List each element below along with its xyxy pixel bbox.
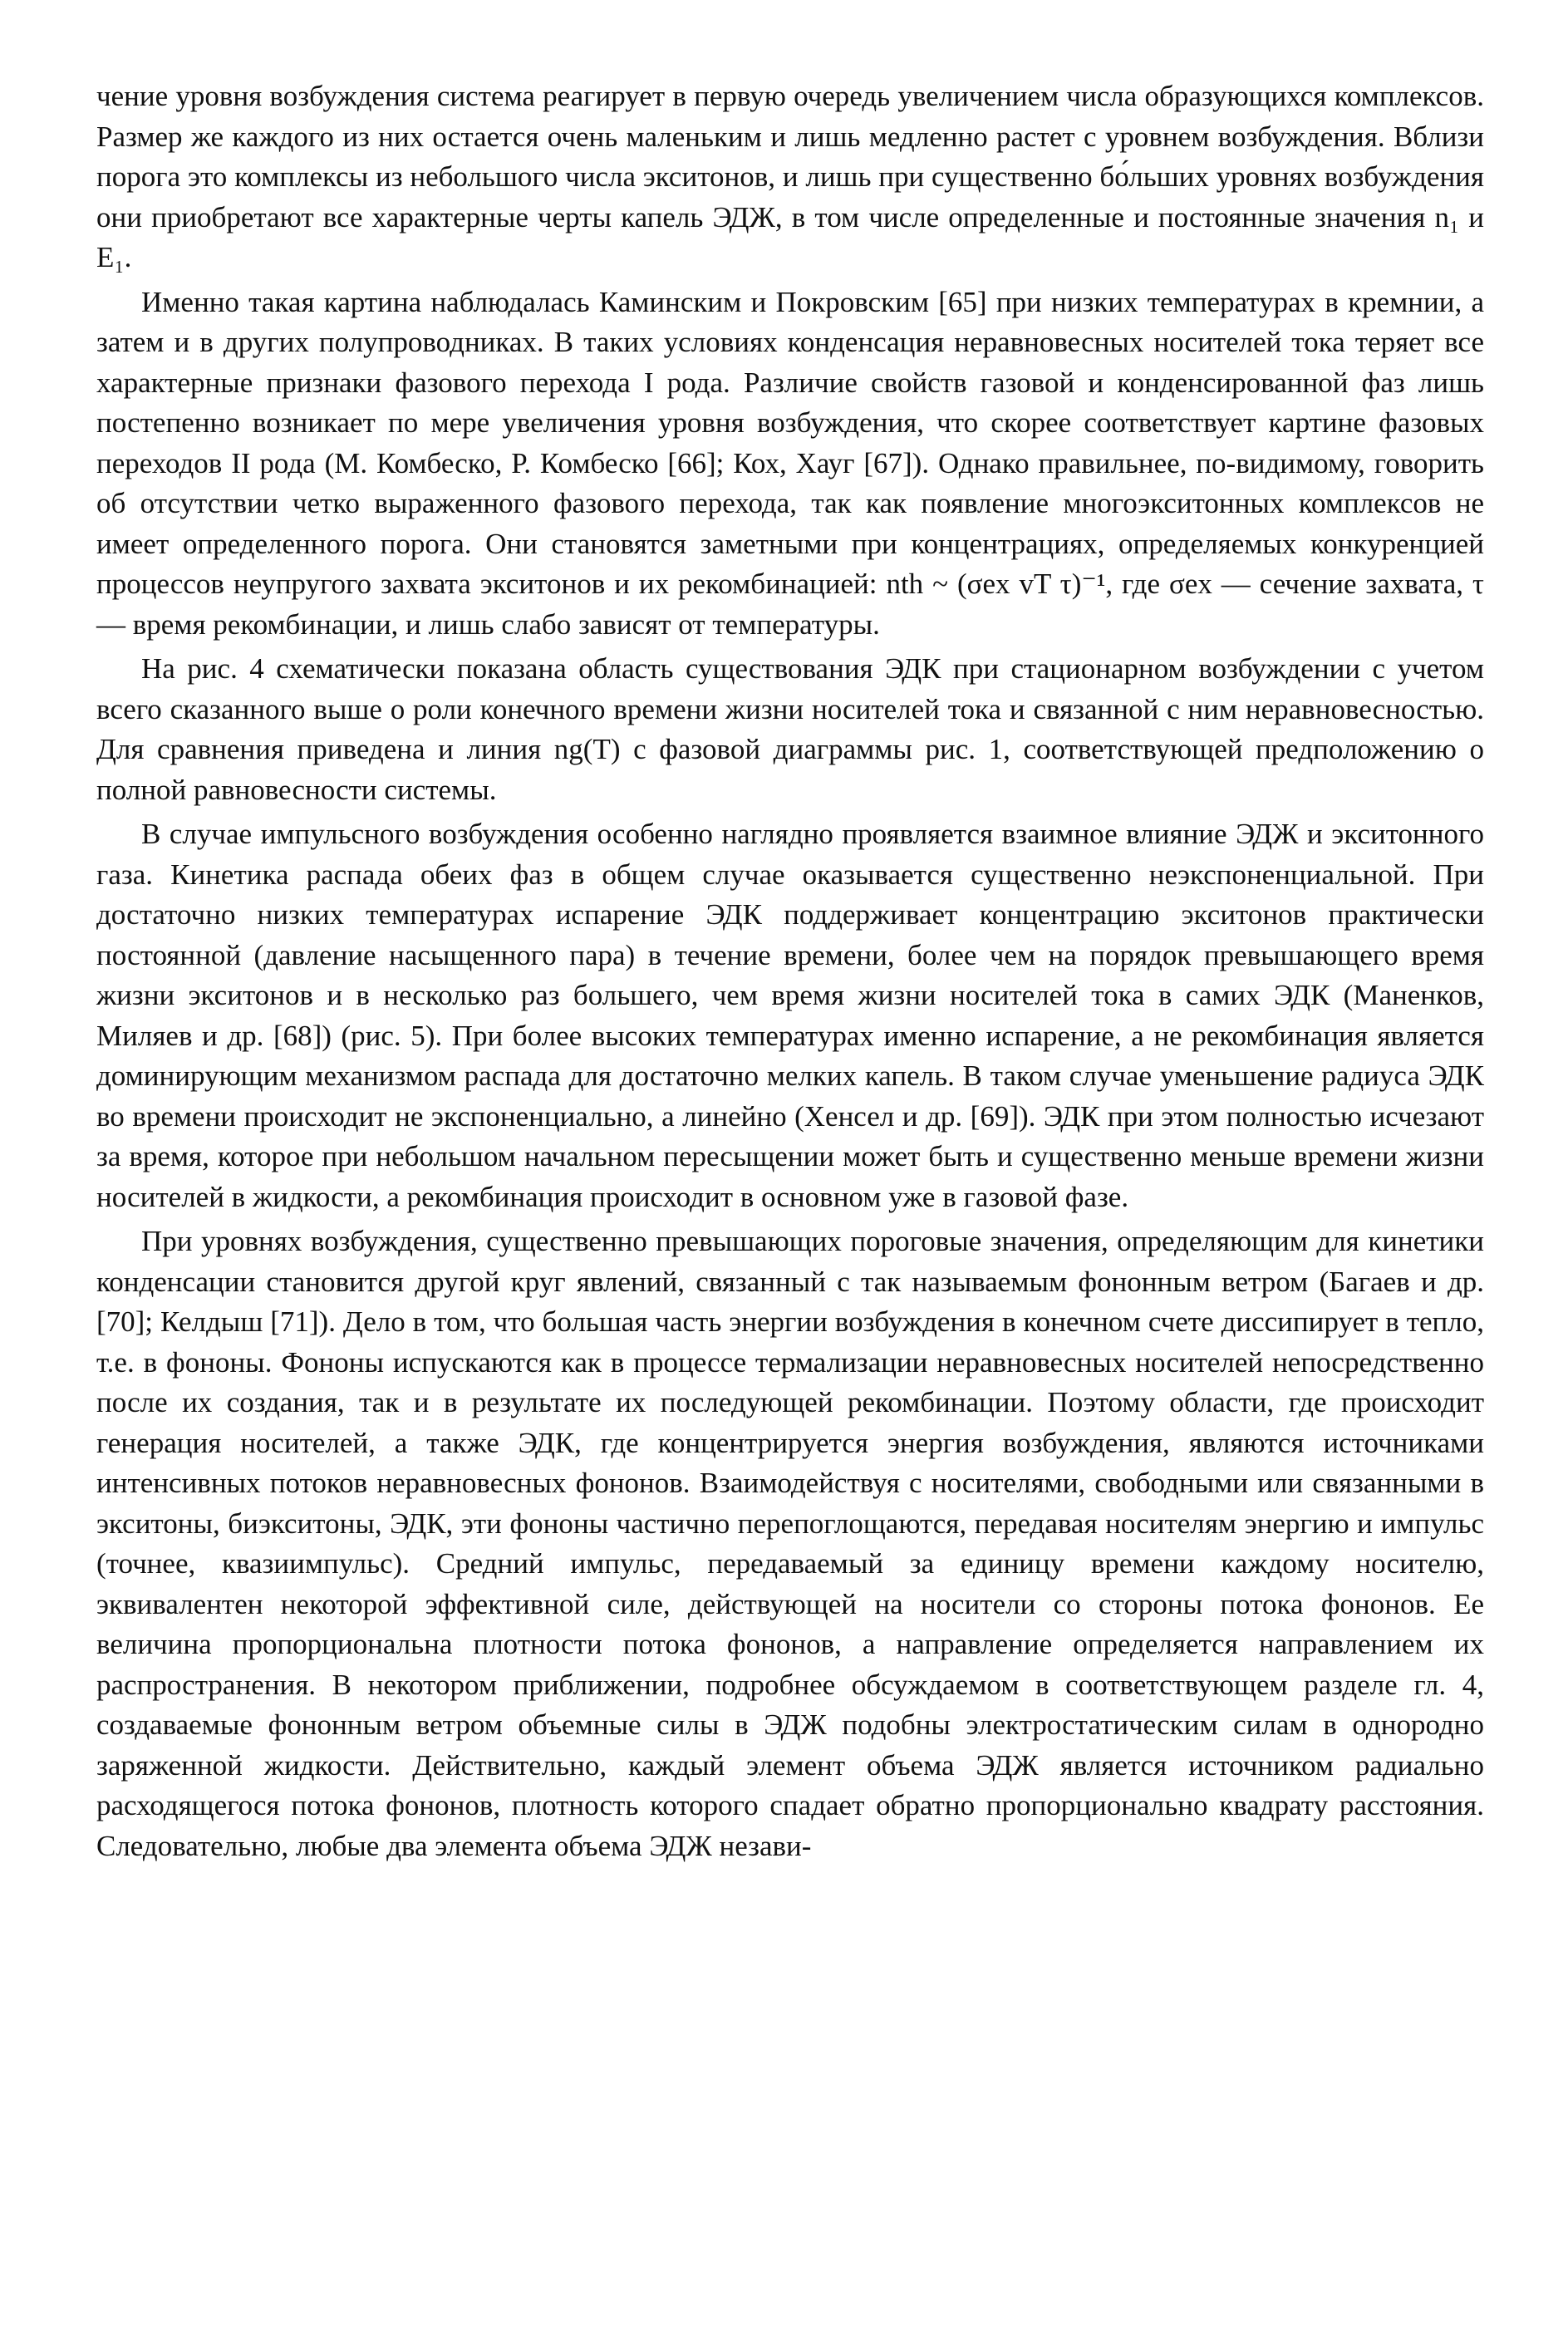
paragraph-kaminsky-pokrovsky: Именно такая картина наблюдалась Каминским и Покровским [65] при низких температурах в кремнии, а затем и в других полупроводниках. В таких условиях конденсация неравновесных носителей тока теряет все характерные признаки фазового перехода I рода. Различие свойств газовой и конденсированной фаз лишь постепенно возникает по мере увеличения уровня возбуждения, что скорее соответствует картине фазовых переходов II рода (М. Комбеско, Р. Комбеско [66]; Кох, Хауг [67]). Однако правильнее, по-видимому, говорить об отсутствии четко выраженного фазового перехода, так как появление многоэкситонных комплексов не имеет определенного порога. Они становятся заметными при концентрациях, определяемых конкуренцией процессов неупругого захвата экситонов и их рекомбинацией: nth ~ (σex vT τ)⁻¹, где σex — сечение захвата, τ — время рекомбинации, и лишь слабо зависят от температуры. [96,285,1484,641]
paragraph-continuation: чение уровня возбуждения система реагирует в первую очередь увеличением числа образующихся комплексов. Размер же каждого из них остается очень маленьким и лишь медленно растет с уровнем возбуждения. Вблизи порога это комплексы из небольшого числа экситонов, и лишь при существенно бо́льших уровнях возбуждения они приобретают все характерные черты капель ЭДЖ, в том числе определенные и постоянные значения n₁ и E₁. [96,80,1484,273]
document-page [96,76,1484,1870]
paragraph-pulsed-excitation: В случае импульсного возбуждения особенно наглядно проявляется взаимное влияние ЭДЖ и экситонного газа. Кинетика распада обеих фаз в общем случае оказывается существенно неэкспоненциальной. При достаточно низких температурах испарение ЭДК поддерживает концентрацию экситонов практически постоянной (давление насыщенного пара) в течение времени, более чем на порядок превышающего время жизни экситонов и в несколько раз большего, чем время жизни носителей тока в самих ЭДК (Маненков, Миляев и др. [68]) (рис. 5). При более высоких температурах именно испарение, а не рекомбинация является доминирующим механизмом распада для достаточно мелких капель. В таком случае уменьшение радиуса ЭДК во времени происходит не экспоненциально, а линейно (Хенсел и др. [69]). ЭДК при этом полностью исчезают за время, которое при небольшом начальном пересыщении может быть и существенно меньше времени жизни носителей в жидкости, а рекомбинация происходит в основном уже в газовой фазе. [96,818,1484,1213]
paragraph-fig4: На рис. 4 схематически показана область существования ЭДК при стационарном возбуждении с учетом всего сказанного выше о роли конечного времени жизни носителей тока и связанной с ним неравновесностью. Для сравнения приведена и линия ng(T) с фазовой диаграммы рис. 1, соответствующей предположению о полной равновесности системы. [96,652,1484,806]
paragraph-phonon-wind: При уровнях возбуждения, существенно превышающих пороговые значения, определяющим для кинетики конденсации становится другой круг явлений, связанный с так называемым фононным ветром (Багаев и др. [70]; Келдыш [71]). Дело в том, что большая часть энергии возбуждения в конечном счете диссипирует в тепло, т.е. в фононы. Фононы испускаются как в процессе термализации неравновесных носителей непосредственно после их создания, так и в результате их последующей рекомбинации. Поэтому области, где происходит генерация носителей, а также ЭДК, где концентрируется энергия возбуждения, являются источниками интенсивных потоков неравновесных фононов. Взаимодействуя с носителями, свободными или связанными в экситоны, биэкситоны, ЭДК, эти фононы частично перепоглощаются, передавая носителям энергию и импульс (точнее, квазиимпульс). Средний импульс, передаваемый за единицу времени каждому носителю, эквивалентен некоторой эффективной силе, действующей на носители со стороны потока фононов. Ее величина пропорциональна плотности потока фононов, а направление определяется направлением их распространения. В некотором приближении, подробнее обсуждаемом в соответствующем разделе гл. 4, создаваемые фононным ветром объемные силы в ЭДЖ подобны электростатическим силам в однородно заряженной жидкости. Действительно, каждый элемент объема ЭДЖ является источником радиально расходящегося потока фононов, плотность которого спадает обратно пропорционально квадрату расстояния. Следовательно, любые два элемента объема ЭДЖ незави- [96,1225,1484,1862]
